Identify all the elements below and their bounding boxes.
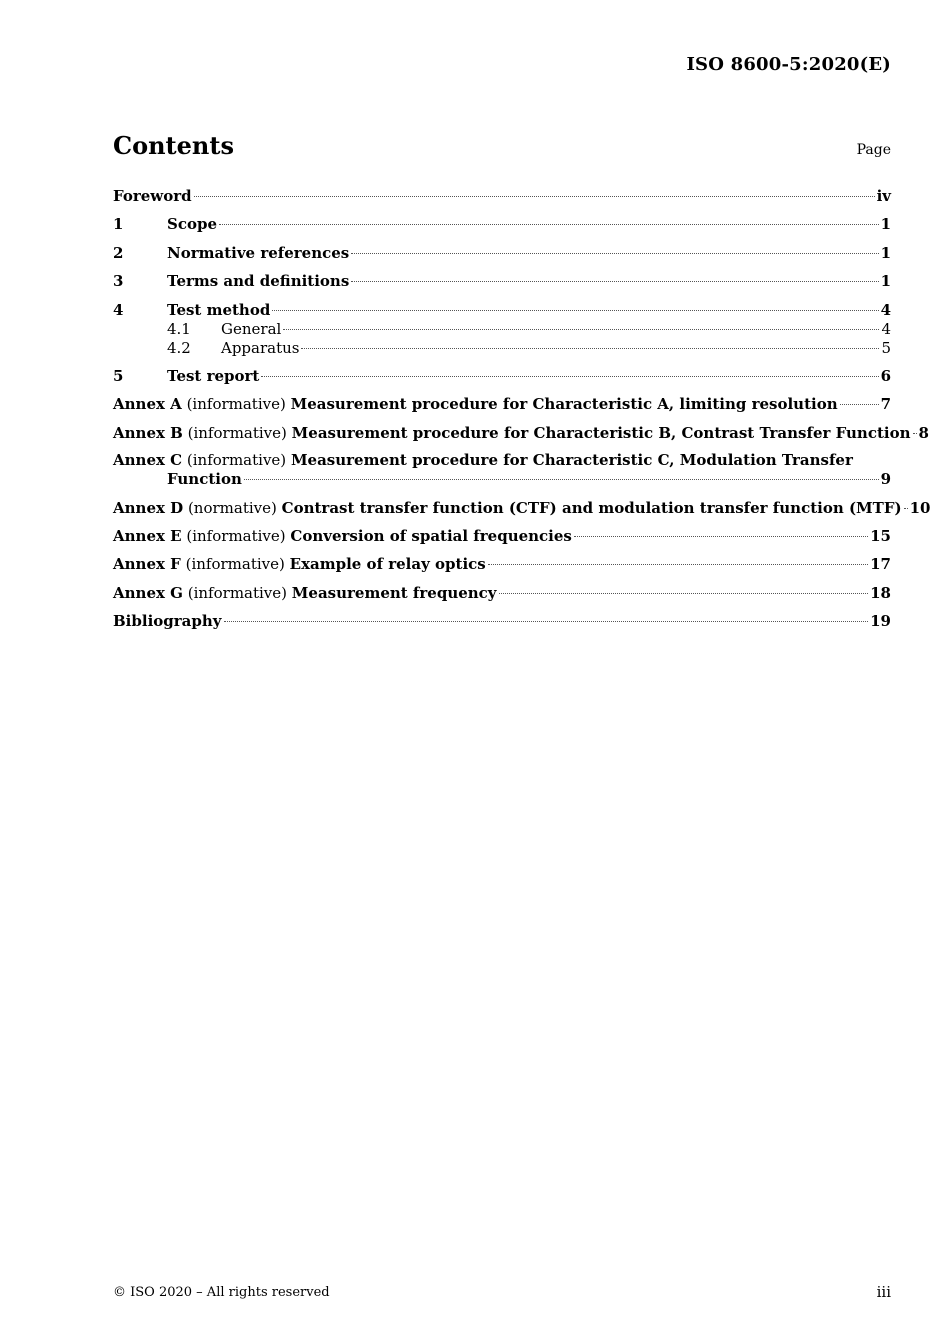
dot-leader [351, 281, 878, 282]
dot-leader [499, 593, 869, 594]
annex-kind: (informative) [187, 583, 288, 602]
toc-entry-page: 4 [881, 319, 891, 338]
toc-entry-number: 4 [113, 300, 124, 319]
toc-entry-annex-a[interactable] [113, 394, 891, 414]
document-id: ISO 8600-5:2020(E) [686, 54, 891, 75]
toc-entry-title: General [221, 319, 282, 338]
dot-leader [574, 536, 868, 537]
toc-entry-annex-c[interactable] [113, 451, 891, 489]
toc-entry-foreword[interactable] [113, 186, 891, 206]
annex-title: Measurement procedure for Characteristic B, Contrast Transfer Function [291, 423, 911, 442]
toc-entry-annex-f[interactable] [113, 554, 891, 574]
annex-kind: (informative) [186, 526, 286, 545]
annex-label: Annex B [113, 423, 183, 442]
table-of-contents [113, 186, 931, 631]
dot-leader [244, 479, 879, 480]
toc-entry-number: 1 [113, 215, 124, 234]
annex-title: Example of relay optics [289, 555, 486, 574]
toc-entry-number: 4.2 [167, 338, 191, 357]
toc-entry-annex-b[interactable] [113, 423, 929, 443]
toc-entry-page: 1 [880, 215, 891, 234]
annex-kind: (informative) [185, 555, 285, 574]
toc-entry-title: Test report [167, 366, 260, 385]
annex-label: Annex C [113, 451, 183, 470]
annex-label: Annex A [113, 395, 182, 414]
annex-kind: (normative) [187, 498, 277, 517]
toc-entry-section-5[interactable] [113, 366, 891, 386]
toc-entry-page: 1 [880, 243, 891, 262]
annex-title: Contrast transfer function (CTF) and modulation transfer function (MTF) [281, 498, 902, 517]
annex-label: Annex F [113, 555, 181, 574]
toc-entry-title: Foreword [113, 187, 192, 205]
annex-label: Annex G [113, 583, 183, 602]
toc-entry-page: 17 [870, 555, 891, 574]
annex-label: Annex D [113, 498, 184, 517]
annex-label: Annex E [113, 526, 182, 545]
contents-title: Contents [113, 131, 234, 160]
toc-entry-page: 9 [880, 470, 891, 489]
toc-entry-title: Terms and definitions [167, 272, 350, 291]
toc-entry-bibliography[interactable] [113, 611, 891, 631]
toc-entry-title [113, 554, 486, 574]
annex-title-continued: Function [167, 470, 242, 489]
page-column-label: Page [856, 142, 891, 158]
dot-leader [351, 253, 878, 254]
toc-entry-page: 10 [909, 498, 931, 517]
toc-entry-annex-d[interactable] [113, 498, 931, 518]
toc-entry-number: 5 [113, 366, 124, 385]
toc-entry-page: 15 [870, 526, 891, 545]
toc-entry-page: 6 [880, 366, 891, 385]
toc-entry-title [113, 423, 911, 443]
toc-entry-section-3[interactable] [113, 271, 891, 291]
dot-leader [261, 376, 878, 377]
toc-entry-section-4[interactable] [113, 300, 891, 320]
toc-entry-number: 4.1 [167, 319, 191, 338]
toc-entry-page: 1 [880, 272, 891, 291]
dot-leader [913, 433, 917, 434]
toc-entry-title: Apparatus [221, 338, 300, 357]
dot-leader [219, 224, 879, 225]
toc-entry-page: 5 [881, 338, 891, 357]
toc-entry-annex-g[interactable] [113, 583, 891, 603]
page-number: iii [876, 1283, 891, 1301]
toc-entry-continuation [113, 470, 891, 489]
annex-kind: (informative) [186, 451, 287, 470]
dot-leader [904, 508, 908, 509]
dot-leader [301, 348, 879, 349]
toc-entry-title [113, 526, 572, 546]
dot-leader [194, 196, 875, 197]
toc-entry-title [113, 583, 497, 603]
dot-leader [272, 310, 878, 311]
toc-entry-section-1[interactable] [113, 214, 891, 234]
annex-kind: (informative) [186, 395, 286, 414]
copyright-notice: © ISO 2020 – All rights reserved [113, 1285, 330, 1300]
annex-title: Conversion of spatial frequencies [290, 526, 572, 545]
toc-entry-number: 3 [113, 272, 124, 291]
dot-leader [283, 329, 879, 330]
toc-entry-page: iv [876, 187, 891, 205]
dot-leader [488, 564, 868, 565]
toc-entry-title: Scope [167, 215, 218, 234]
toc-entry-title: Test method [167, 300, 271, 319]
toc-entry-section-2[interactable] [113, 243, 891, 263]
annex-title: Measurement procedure for Characteristic C, Modulation Transfer [290, 451, 853, 470]
toc-entry-title: Normative references [167, 243, 350, 262]
toc-entry-annex-e[interactable] [113, 526, 891, 546]
dot-leader [840, 404, 879, 405]
toc-entry-page: 7 [880, 395, 891, 414]
dot-leader [224, 621, 869, 622]
toc-entry-page: 18 [870, 583, 891, 602]
toc-entry-section-4-1[interactable] [113, 320, 891, 339]
toc-entry-page: 19 [870, 612, 891, 631]
annex-title: Measurement procedure for Characteristic A, limiting resolution [290, 395, 838, 414]
toc-entry-title [113, 498, 902, 518]
toc-entry-number: 2 [113, 243, 124, 262]
annex-kind: (informative) [187, 423, 287, 442]
toc-entry-title [113, 394, 838, 414]
toc-entry-page: 8 [918, 423, 929, 442]
toc-entry-page: 4 [880, 300, 891, 319]
toc-entry-section-4-2[interactable] [113, 339, 891, 358]
annex-title: Measurement frequency [291, 583, 497, 602]
toc-entry-title: Bibliography [113, 612, 222, 631]
toc-entry-title [113, 451, 891, 470]
